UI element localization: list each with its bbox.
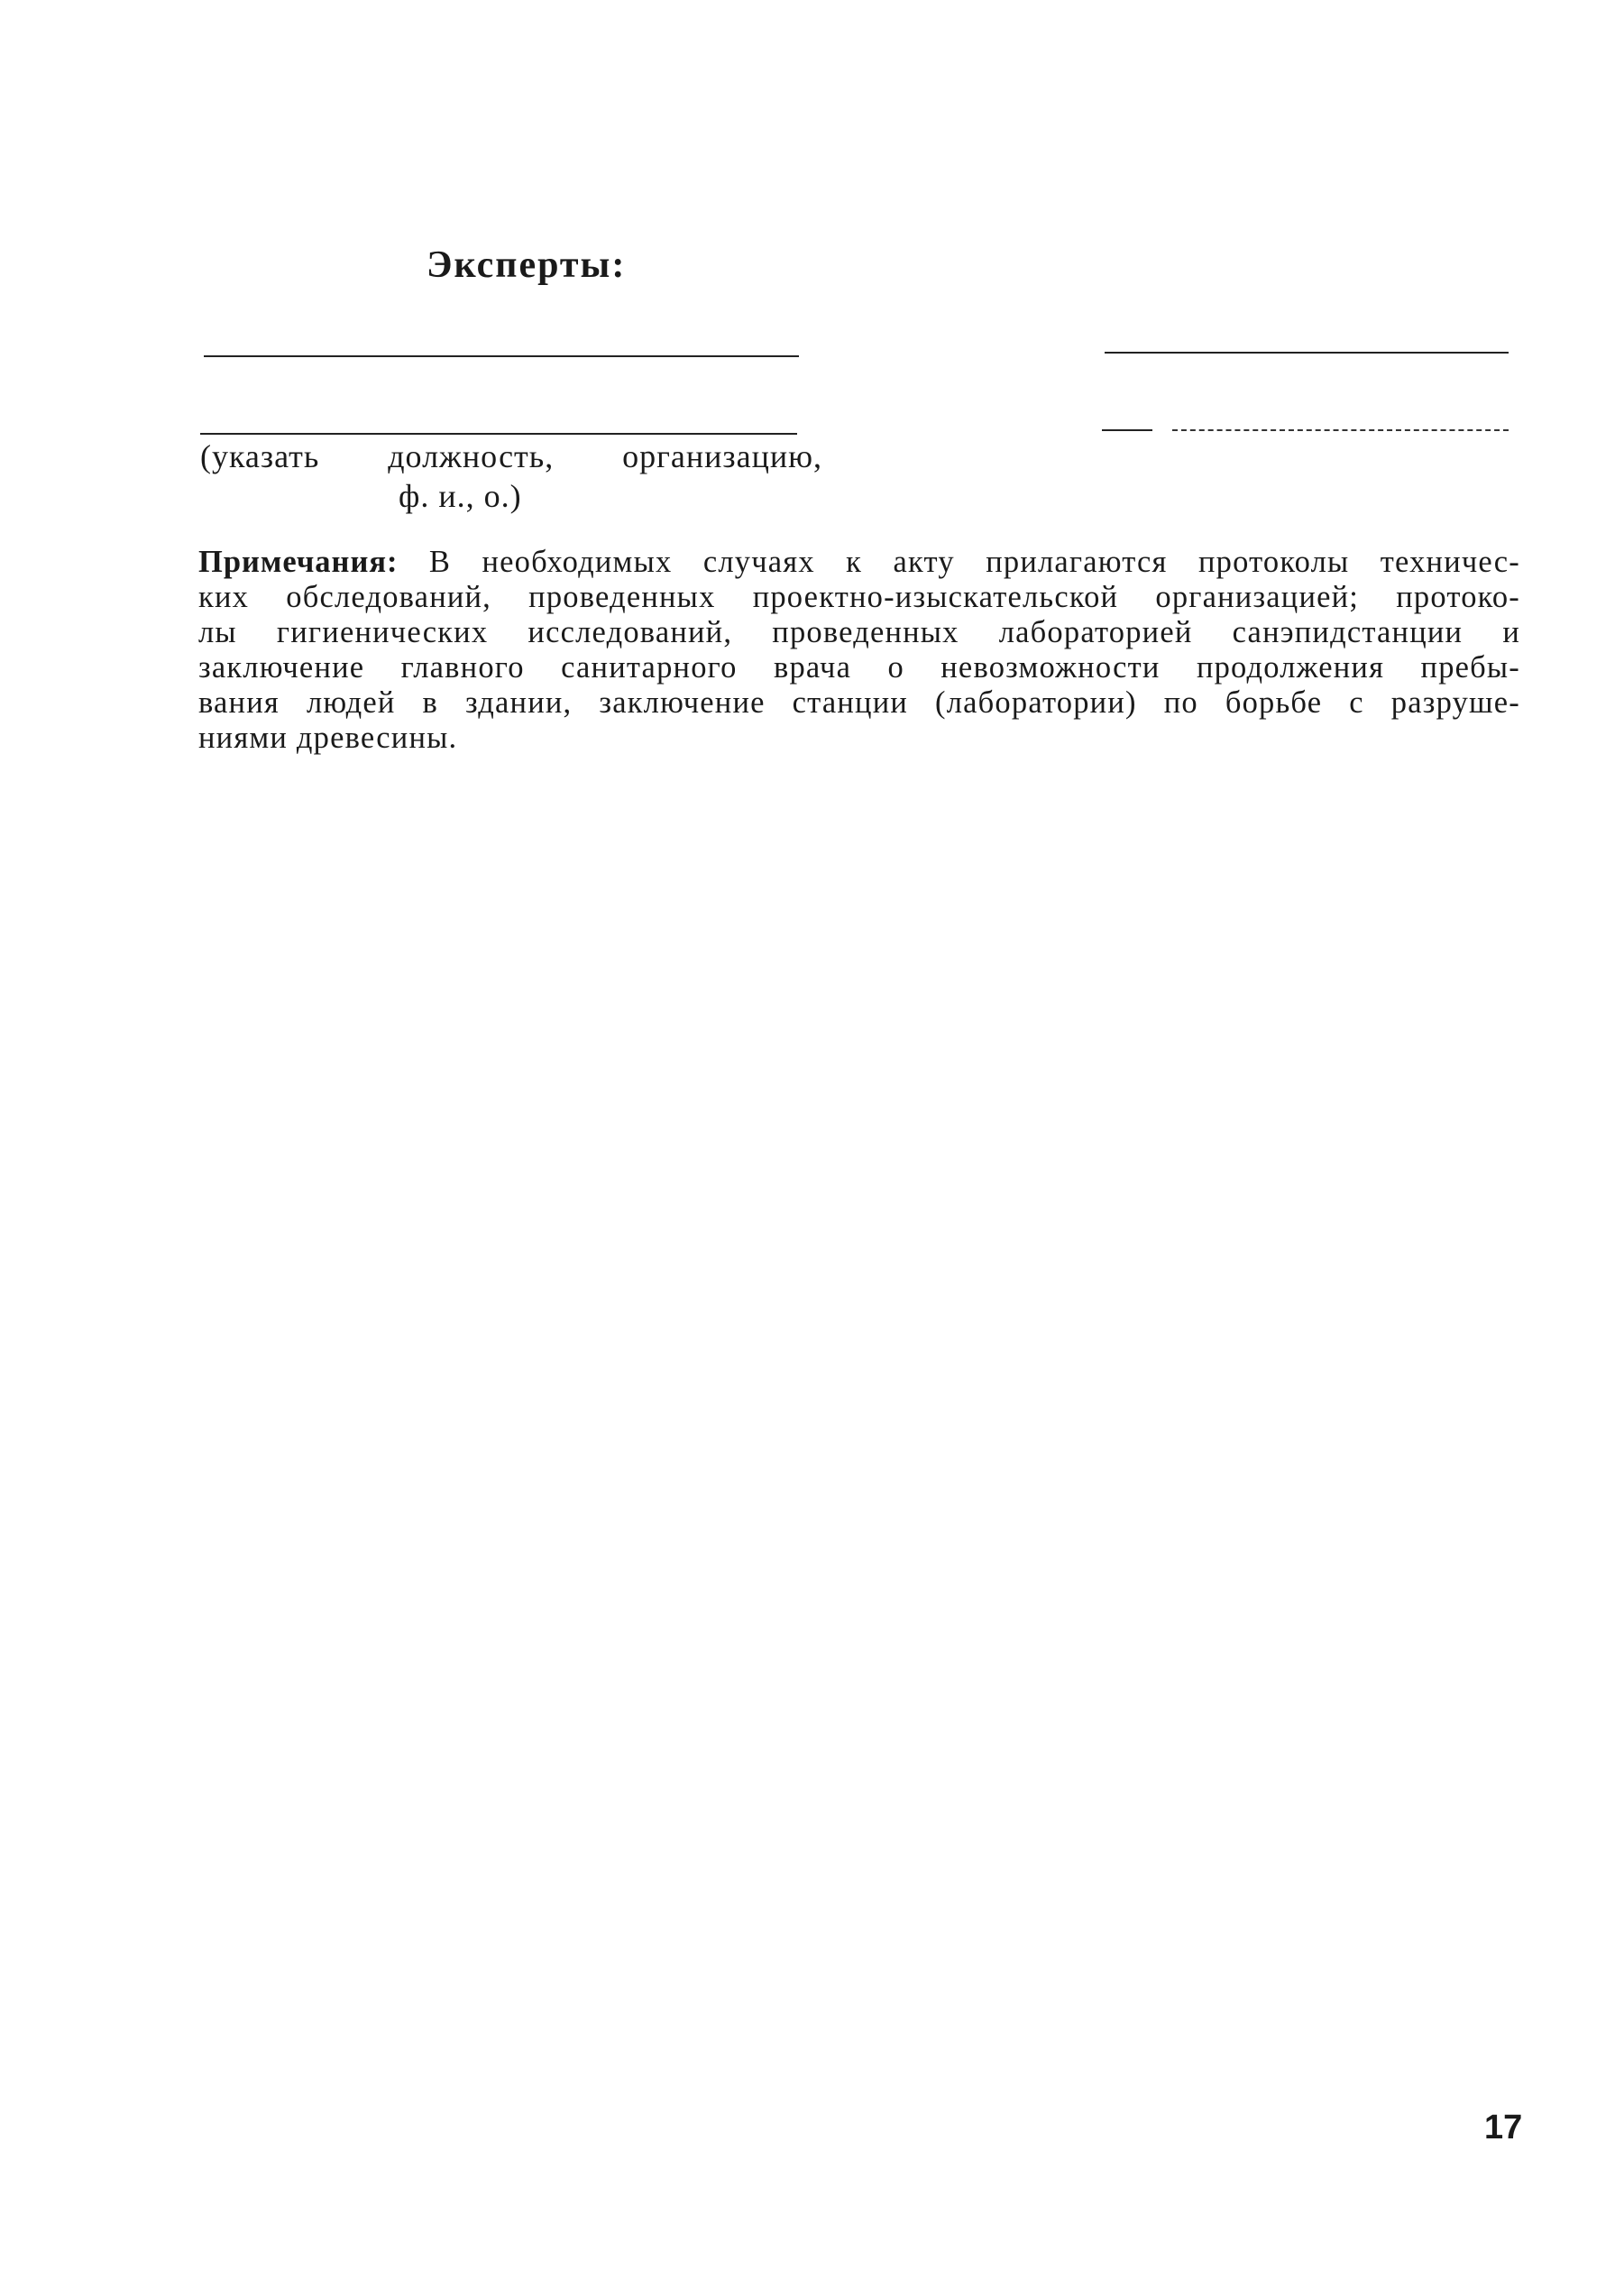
notes-line-2: ких обследований, проведенных проектно-изыскательской организацией; протоко- (198, 580, 1520, 614)
notes-line-4: заключение главного санитарного врача о невозможности продолжения пребы- (198, 650, 1520, 685)
signature-line-right-2a (1102, 429, 1152, 431)
signature-line-right-2b (1172, 429, 1509, 431)
notes-paragraph (198, 545, 1520, 756)
notes-label: Примечания: (198, 545, 399, 579)
signature-caption: (указать должность, организацию, (200, 438, 822, 474)
notes-line-1-text: В необходимых случаях к акту прилагаются протоколы техничес- (398, 545, 1520, 579)
signature-line-left-1 (204, 355, 799, 357)
signature-caption-initials: ф. и., о.) (399, 478, 522, 514)
notes-line-1 (198, 545, 1520, 580)
notes-line-6: ниями древесины. (198, 721, 458, 755)
page-number: 17 (1484, 2109, 1523, 2147)
signature-line-right-1 (1105, 352, 1509, 354)
notes-line-3: лы гигиенических исследований, проведенных лабораторией санэпидстанции и (198, 615, 1520, 649)
notes-line-5: вания людей в здании, заключение станции (лаборатории) по борьбе с разруше- (198, 685, 1520, 720)
experts-heading: Эксперты: (427, 244, 627, 286)
signature-line-left-2 (200, 433, 797, 435)
